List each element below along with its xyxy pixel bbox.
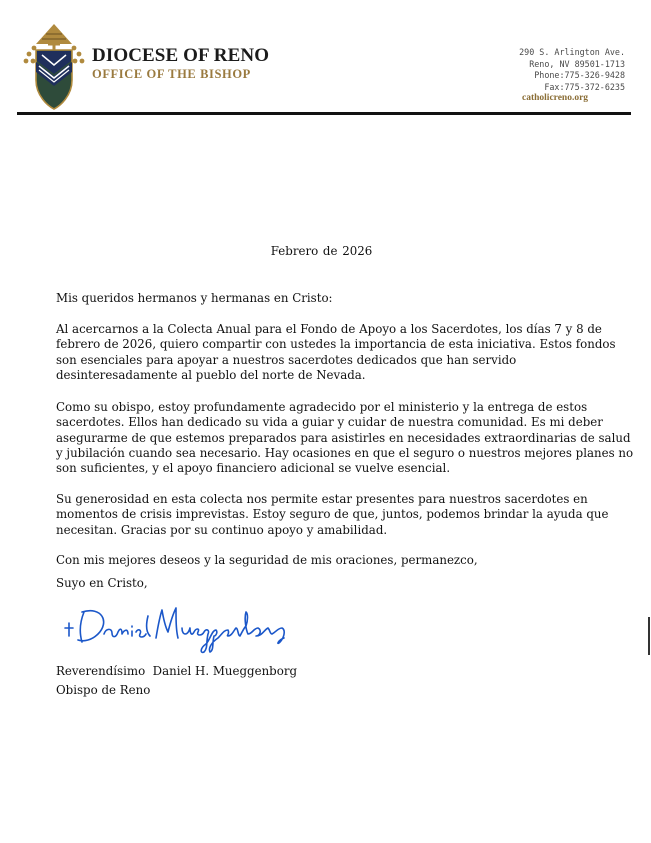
body-paragraph-1: Al acercarnos a la Colecta Anual para el Fondo de Apoyo a los Sacerdotes, los días 7 y 8 de febrero de 2026, quiero compartir con ustedes la importancia de esta iniciativa. Estos fondos son esenciales para apoyar a nuestros sacerdotes dedicados que han servido desinteresadamente al pueblo del norte de Nevada. xyxy=(56,322,616,382)
body-paragraph-3: Su generosidad en esta colecta nos permite estar presentes para nuestros sacerdotes en momentos de crisis imprevistas. Estoy seguro de que, juntos, podemos brindar la ayuda que necesitan. Gracias por su continuo apoyo y amabilidad. xyxy=(56,492,609,537)
header-divider xyxy=(17,112,631,115)
fax-number: Fax:775-372-6235 xyxy=(544,81,625,92)
letter-date: Febrero de 2026 xyxy=(270,244,373,258)
page-edge-mark xyxy=(648,617,650,655)
org-name: DIOCESE OF RENO xyxy=(92,45,270,66)
website-link[interactable]: catholicreno.org xyxy=(522,93,589,103)
closing-line: Con mis mejores deseos y la seguridad de mis oraciones, permanezco, xyxy=(56,553,478,567)
diocese-crest-icon xyxy=(22,22,86,112)
phone-number: Phone:775-326-9428 xyxy=(534,70,625,81)
address-street: 290 S. Arlington Ave. xyxy=(519,47,625,57)
office-of-the-bishop: OFFICE OF THE BISHOP xyxy=(92,67,251,81)
body-paragraph-2: Como su obispo, estoy profundamente agradecido por el ministerio y la entrega de estos sacerdotes. Ellos han dedicado su vida a guiar y cuidar de nuestra comunidad. Es mi deber asegurarme de que estemos preparados para asistirles en necesidades extraordinarias de salud y jubilación cuando sea necesario. Hay ocasiones en que el seguro o nuestros mejores planes no son suficientes, y el apoyo financiero adicional se vuelve esencial. xyxy=(56,400,634,476)
address-block xyxy=(519,47,625,93)
salutation: Mis queridos hermanos y hermanas en Cristo: xyxy=(56,291,333,305)
signer-name: Reverendísimo Daniel H. Mueggenborg xyxy=(56,664,298,678)
signer-title: Obispo de Reno xyxy=(56,683,151,697)
handwritten-signature xyxy=(58,598,308,660)
complimentary-close: Suyo en Cristo, xyxy=(56,576,148,590)
address-city: Reno, NV 89501-1713 xyxy=(529,58,625,69)
